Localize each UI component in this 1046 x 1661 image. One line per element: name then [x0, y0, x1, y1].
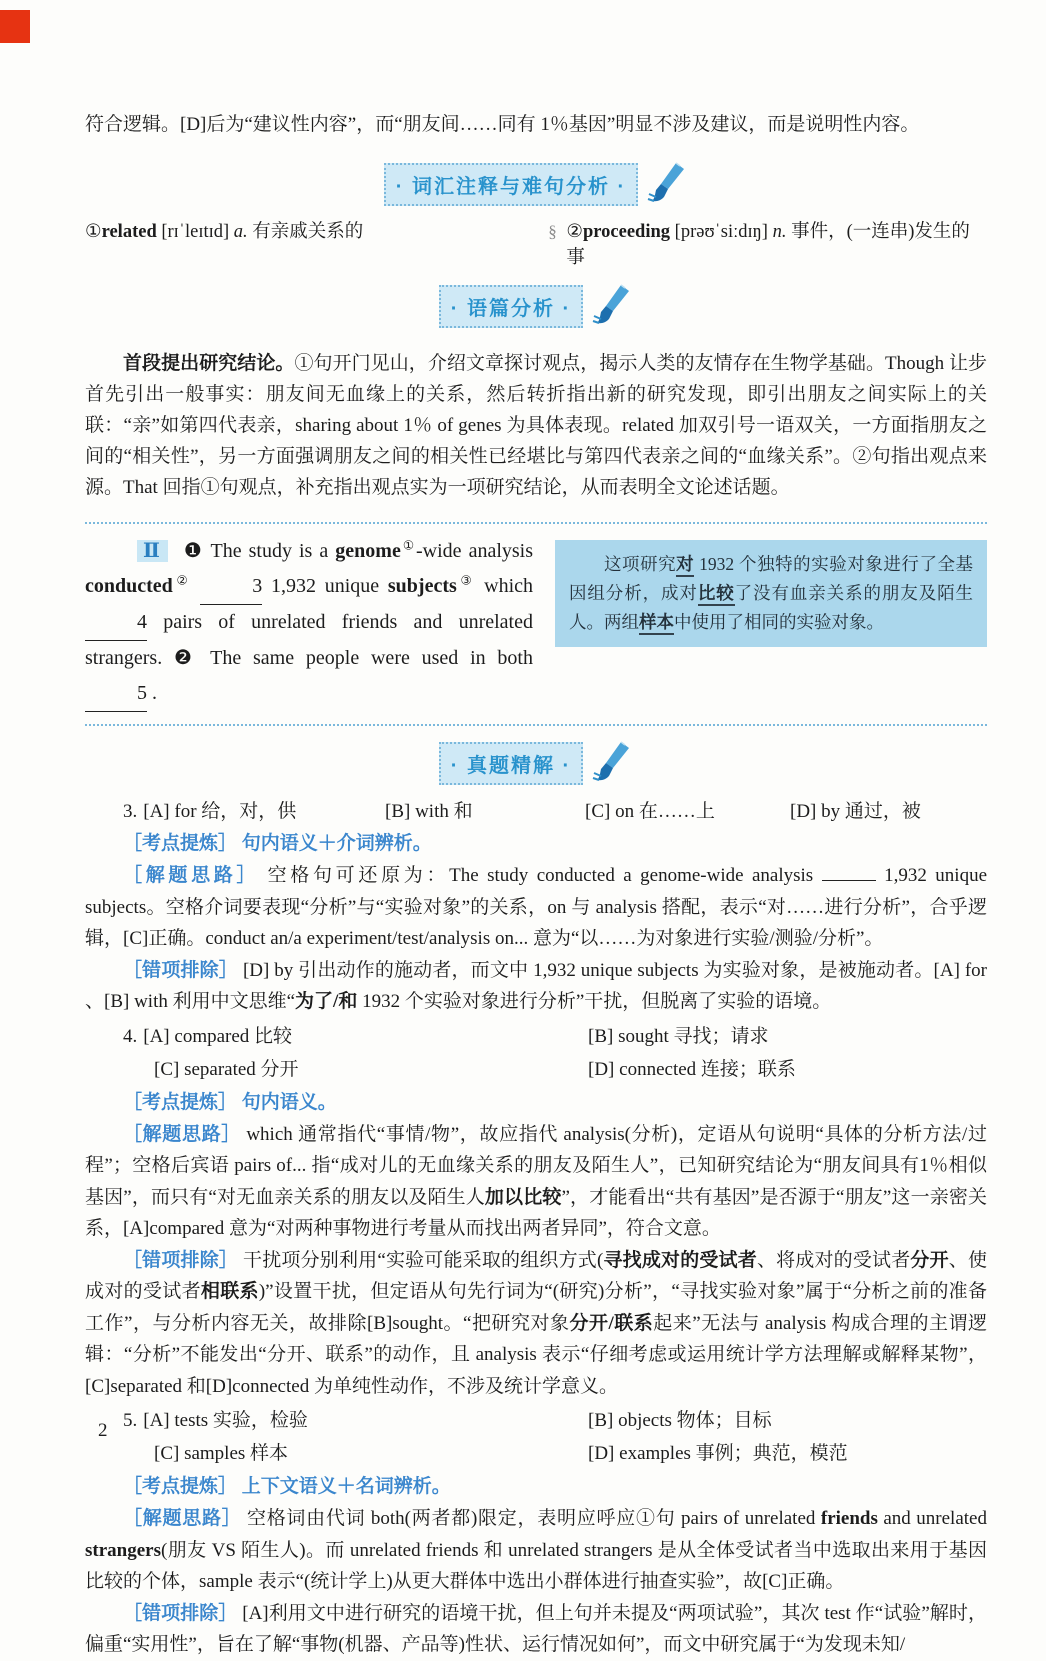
- brush-icon: [591, 740, 633, 784]
- question-4-options: [85, 1020, 987, 1086]
- jieti-label: ［解题思路］: [123, 1123, 241, 1145]
- cloze-passage-block: [85, 522, 987, 726]
- option-c: [C] separated 分开: [154, 1058, 299, 1080]
- option-d: [D] examples 事例；典范，模范: [588, 1443, 848, 1464]
- question-4-solution: [85, 1119, 987, 1245]
- option-c: [C] on 在……上: [585, 801, 715, 822]
- jieti-label: ［解题思路］: [123, 865, 260, 886]
- vocab-entries: [85, 217, 987, 269]
- cuoxiang-label: ［错项排除］: [123, 1249, 239, 1271]
- cuoxiang-label: ［错项排除］: [123, 1602, 238, 1624]
- vocab-badge: · 词汇注释与难句分析 ·: [384, 163, 638, 206]
- passage-english-text: ❶ The study is a genome①-wide analysis conducted② 3 1,932 unique subjects③ which 4 pairs of unrelated friends and unrelated strangers. ❷ The same people were used in both 5 .: [85, 540, 533, 704]
- exam-section-header: [85, 738, 987, 786]
- question-5-exam-point: ［考点提炼］ 上下文语义＋名词辨析。: [123, 1476, 451, 1497]
- question-number: 4.: [123, 1025, 138, 1047]
- discourse-section-header: [85, 281, 987, 329]
- option-a: 5. [A] tests 实验，检验: [123, 1410, 308, 1431]
- vocab-entry-proceeding: ②proceeding [prəʊˈsiːdɪŋ] n. 事件，(一连串)发生的事: [566, 222, 970, 268]
- elimination-text: [D] by 引出动作的施动者，而文中 1,932 unique subjects 为实验对象，是被施动者。[A] for 、[B] with 利用中文思维“为了/和 1932 个实验对象进行分析”干扰，但脱离了实验的语境。: [85, 959, 987, 1012]
- passage-english: [85, 534, 533, 712]
- top-paragraph: 符合逻辑。[D]后为“建议性内容”，而“朋友间……同有 1％基因”明显不涉及建议，而是说明性内容。: [85, 114, 920, 135]
- kaodian-label: ［考点提炼］: [123, 833, 238, 854]
- kaodian-label: ［考点提炼］: [123, 1476, 238, 1497]
- question-3-options: [85, 796, 987, 827]
- red-corner-tab: [0, 10, 30, 43]
- discourse-badge: · 语篇分析 ·: [439, 285, 583, 328]
- option-b: [B] with 和: [385, 801, 473, 822]
- page-number: 2: [98, 1420, 108, 1441]
- question-5-solution: [85, 1503, 987, 1598]
- option-a: 3. [A] for 给，对，供: [123, 801, 297, 822]
- page-content: [85, 90, 987, 1661]
- jieti-label: ［解题思路］: [123, 1508, 242, 1529]
- elimination-text: [A]利用文中进行研究的语境干扰，但上句并未提及“两项试验”，其次 test 作“试验”解时，偏重“实用性”，旨在了解“事物(机器、产品等)性状、运行情况如何”，而文中研究属于“为发现未知/: [85, 1602, 987, 1655]
- option-c: [C] samples 样本: [154, 1443, 289, 1464]
- question-3-exam-point: ［考点提炼］ 句内语义＋介词辨析。: [123, 833, 432, 854]
- question-number: 3.: [123, 801, 138, 822]
- elimination-text: 干扰项分别利用“实验可能采取的组织方式(寻找成对的受试者、将成对的受试者分开、使成对的受试者相联系)”设置干扰，但定语从句先行词为“(研究)分析”，“寻找实验对象”属于“分析之前的准备工作”，与分析内容无关，故排除[B]sought。“把研究对象分开/联系起来”无法与 analysis 构成合理的主谓逻辑：“分析”不能发出“分开、联系”的动作，且 analysis 表示“仔细考虑或运用统计学方法理解或解释某物”，[C]separated 和[D]connected 为单纯性动作，不涉及统计学意义。: [85, 1249, 987, 1397]
- brush-icon: [646, 161, 688, 205]
- solution-text: 空格句可还原为：The study conducted a genome-wide analysis 1,932 unique subjects。空格介词要表现“分析”与“实验对象”的关系，on 与 analysis 搭配，表示“对……进行分析”，合乎逻辑，[C]正确。conduct an/a experiment/test/analysis on... 意为“以……为对象进行实验/测验/分析”。: [85, 865, 988, 949]
- question-5-elimination: [85, 1598, 987, 1661]
- discourse-analysis-paragraph: 首段提出研究结论。①句开门见山，介绍文章探讨观点，揭示人类的友情存在生物学基础。Though 让步首先引出一般事实：朋友间无血缘上的关系，然后转折指出新的研究发现，即引出朋友之间实际上的关联：“亲”如第四代表亲，sharing about 1％ of genes 为具体表现。related 加双引号一语双关，一方面指朋友之间的“相关性”，另一方面强调朋友之间的相关性已经堪比与第四代表亲之间的“血缘关系”。②句指出观点来源。That 回指①句观点，补充指出观点实为一项研究结论，从而表明全文论述话题。: [85, 353, 987, 498]
- vocab-section-header: [85, 159, 987, 207]
- option-b: [B] sought 寻找；请求: [588, 1025, 769, 1047]
- passage-paragraph-marker: Ⅱ: [137, 540, 168, 562]
- vocab-entry-related: ①related [rɪˈleɪtɪd] a. 有亲戚关系的: [85, 222, 364, 242]
- option-d: [D] connected 连接；联系: [588, 1058, 796, 1080]
- solution-text: 空格词由代词 both(两者都)限定，表明应呼应①句 pairs of unrelated friends and unrelated strangers(朋友 VS 陌生人)。而 unrelated friends 和 unrelated strangers 是从全体受试者当中选取出来用于基因比较的个体，sample 表示“(统计学上)从更大群体中选出小群体进行抽查实验”，故[C]正确。: [85, 1508, 987, 1592]
- cuoxiang-label: ［错项排除］: [123, 959, 239, 981]
- section-divider-glyph: §: [548, 222, 557, 241]
- option-d: [D] by 通过，被: [790, 801, 921, 822]
- option-a: 4. [A] compared 比较: [123, 1025, 293, 1047]
- question-3-solution: [85, 860, 987, 955]
- solution-text: which 通常指代“事情/物”，故应指代 analysis(分析)，定语从句说明“具体的分析方法/过程”；空格后宾语 pairs of... 指“成对儿的无血缘关系的朋友及陌生人”，已知研究结论为“朋友间具有1％相似基因”，而只有“对无血亲关系的朋友以及陌生人加以比较”，才能看出“共有基因”是否源于“朋友”这一亲密关系，[A]compared 意为“对两种事物进行考量从而找出两者异同”，符合文意。: [85, 1123, 987, 1239]
- question-number: 5.: [123, 1410, 138, 1431]
- brush-icon: [591, 283, 633, 327]
- question-5-options: [85, 1404, 987, 1470]
- passage-translation-box: 这项研究对 1932 个独特的实验对象进行了全基因组分析，成对比较了没有血亲关系的朋友及陌生人。两组样本中使用了相同的实验对象。: [555, 540, 987, 647]
- kaodian-label: ［考点提炼］: [123, 1091, 238, 1113]
- question-4-exam-point: ［考点提炼］ 句内语义。: [123, 1091, 337, 1113]
- option-b: [B] objects 物体；目标: [588, 1410, 772, 1431]
- question-3-elimination: [85, 955, 987, 1018]
- exam-badge: · 真题精解 ·: [439, 742, 583, 785]
- question-4-elimination: [85, 1245, 987, 1403]
